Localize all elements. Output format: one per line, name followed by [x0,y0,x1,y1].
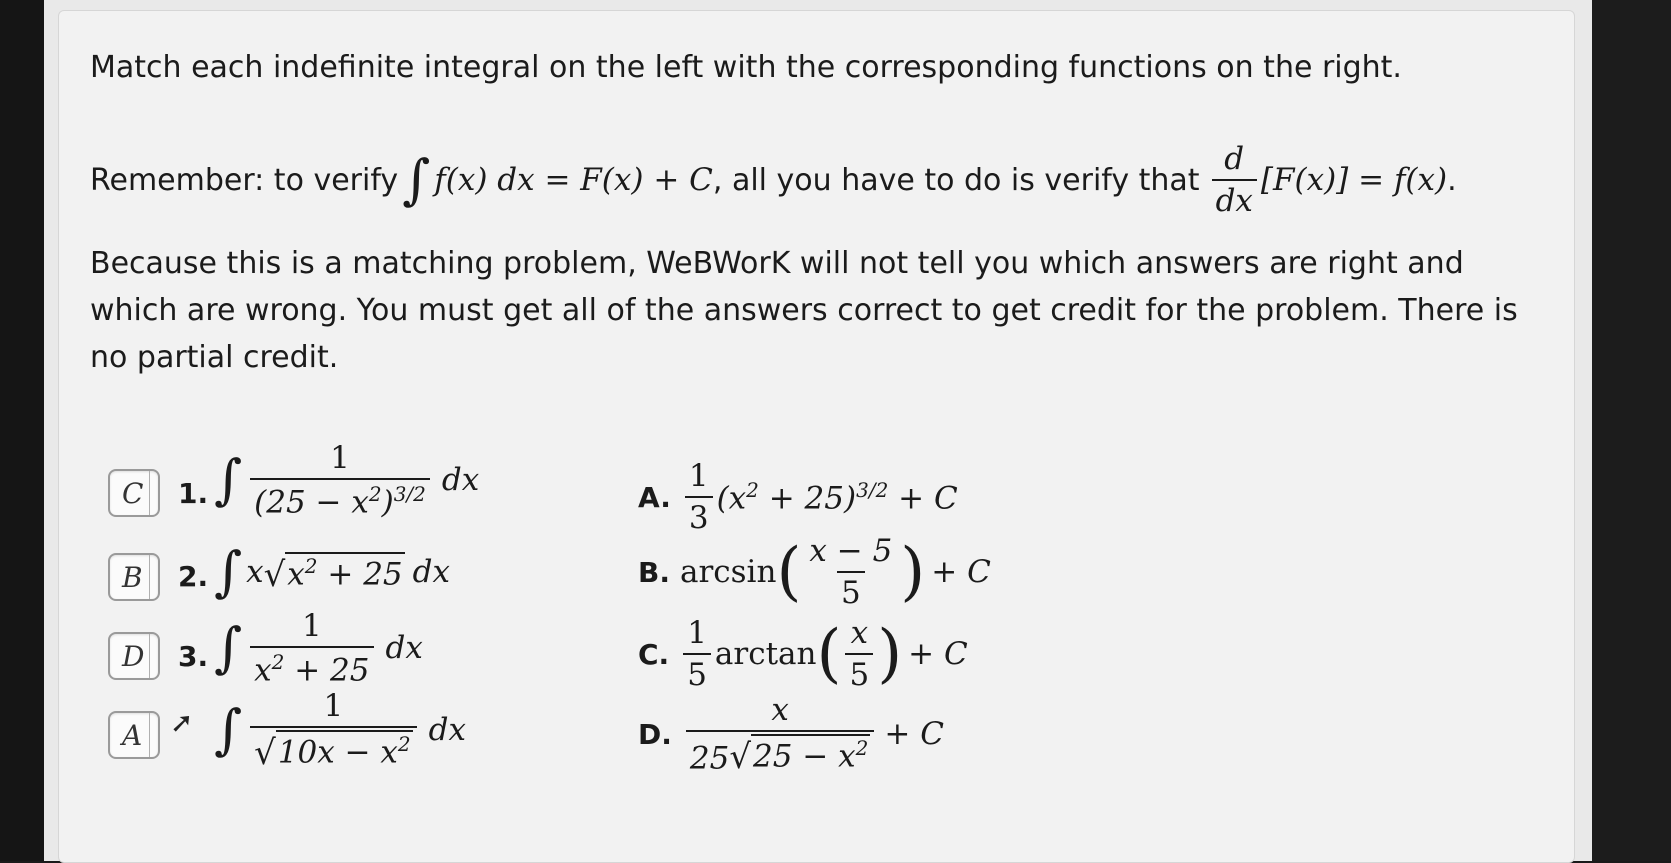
answer-select-2[interactable]: B [108,553,160,601]
answer-select-3[interactable]: D [108,632,160,680]
question-number-1: 1. [178,477,209,510]
verify-hint-middle: , all you have to do is verify that [712,162,1200,198]
screen-bezel-left [0,0,44,861]
option-a: A. $\frac{1}{3}$ $(x^2 + 25)^{3/2} + C$ [638,458,958,536]
question-number-3: 3. [178,640,209,673]
answer-select-4[interactable]: A [108,711,160,759]
verify-hint-prefix: Remember: to verify [90,162,399,198]
mouse-cursor-icon: ➚ [170,706,194,739]
integral-3: ∫ $\frac{1}{x^2 + 25}$ dx [214,608,423,689]
answer-select-1[interactable]: C [108,469,160,517]
verify-hint [90,140,1457,220]
question-number-2: 2. [178,560,209,593]
integral-4: ∫ 1 √ $10x - x^2$ dx [214,688,466,774]
matching-instructions: Because this is a matching problem, WeBWorK will not tell you which answers are right and which are wrong. You must get all of the answers correct to get credit for the problem. There is no partial credit. [90,246,1518,375]
integral-sign-icon: ∫ [402,148,431,211]
screen-bezel-right [1592,0,1671,861]
option-c: C. $\frac{1}{5}$ arctan ( $\frac{x}{5}$ ) + C [638,615,968,693]
derivative-operator: $\frac{d}{dx}$ [1212,141,1257,219]
option-d: D. x 25 √ $25 - x^2$ + C [638,692,944,778]
option-b: B. arcsin ( $\frac{x - 5}{5}$ ) + C [638,533,991,611]
derivative-formula: [F(x)] = f(x) [1260,162,1448,198]
verify-formula: f(x) dx = F(x) + C [434,162,713,198]
problem-intro: Match each indefinite integral on the left with the corresponding functions on the right. [90,50,1402,85]
integral-2: ∫ x √ $x^2 + 25$ dx [214,540,450,603]
verify-hint-end: . [1447,162,1457,198]
integral-1: ∫ $\frac{1}{(25 - x^2)^{3/2}}$ dx [214,440,480,521]
